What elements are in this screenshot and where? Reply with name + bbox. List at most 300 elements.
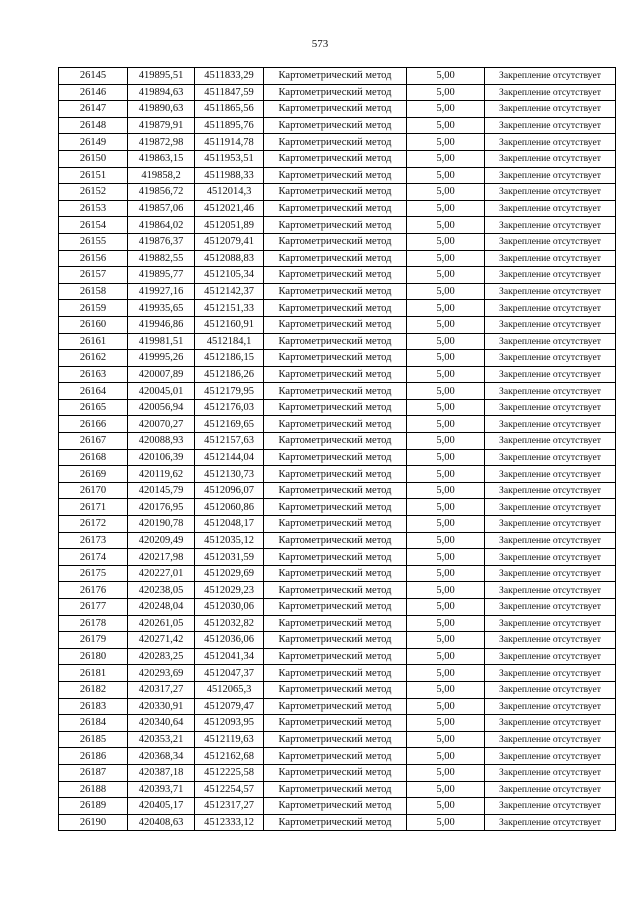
point-number-cell: 26147 <box>59 101 128 118</box>
page-number: 573 <box>311 38 329 50</box>
fixing-note-cell: Закрепление отсутствует <box>485 217 616 234</box>
x-coordinate-cell: 419890,63 <box>128 101 195 118</box>
fixing-note-cell: Закрепление отсутствует <box>485 267 616 284</box>
x-coordinate-cell: 420119,62 <box>128 466 195 483</box>
method-cell: Картометрический метод <box>264 532 407 549</box>
table-row <box>59 433 616 450</box>
x-coordinate-cell: 419856,72 <box>128 184 195 201</box>
point-number-cell: 26158 <box>59 283 128 300</box>
accuracy-cell: 5,00 <box>407 250 485 267</box>
accuracy-cell: 5,00 <box>407 433 485 450</box>
x-coordinate-cell: 420145,79 <box>128 482 195 499</box>
table-row <box>59 333 616 350</box>
accuracy-cell: 5,00 <box>407 416 485 433</box>
y-coordinate-cell: 4512169,65 <box>195 416 264 433</box>
point-number-cell: 26156 <box>59 250 128 267</box>
x-coordinate-cell: 419876,37 <box>128 233 195 250</box>
fixing-note-cell: Закрепление отсутствует <box>485 150 616 167</box>
method-cell: Картометрический метод <box>264 217 407 234</box>
accuracy-cell: 5,00 <box>407 814 485 831</box>
y-coordinate-cell: 4511847,59 <box>195 84 264 101</box>
x-coordinate-cell: 420261,05 <box>128 615 195 632</box>
method-cell: Картометрический метод <box>264 433 407 450</box>
point-number-cell: 26187 <box>59 764 128 781</box>
table-row <box>59 565 616 582</box>
table-row <box>59 283 616 300</box>
fixing-note-cell: Закрепление отсутствует <box>485 399 616 416</box>
y-coordinate-cell: 4512035,12 <box>195 532 264 549</box>
fixing-note-cell: Закрепление отсутствует <box>485 582 616 599</box>
x-coordinate-cell: 420045,01 <box>128 383 195 400</box>
point-number-cell: 26179 <box>59 632 128 649</box>
table-row <box>59 748 616 765</box>
y-coordinate-cell: 4512079,41 <box>195 233 264 250</box>
x-coordinate-cell: 419863,15 <box>128 150 195 167</box>
method-cell: Картометрический метод <box>264 134 407 151</box>
x-coordinate-cell: 419995,26 <box>128 350 195 367</box>
table-row <box>59 764 616 781</box>
fixing-note-cell: Закрепление отсутствует <box>485 233 616 250</box>
method-cell: Картометрический метод <box>264 267 407 284</box>
method-cell: Картометрический метод <box>264 582 407 599</box>
method-cell: Картометрический метод <box>264 233 407 250</box>
accuracy-cell: 5,00 <box>407 350 485 367</box>
accuracy-cell: 5,00 <box>407 632 485 649</box>
accuracy-cell: 5,00 <box>407 781 485 798</box>
method-cell: Картометрический метод <box>264 150 407 167</box>
table-row <box>59 731 616 748</box>
table-row <box>59 715 616 732</box>
point-number-cell: 26183 <box>59 698 128 715</box>
method-cell: Картометрический метод <box>264 449 407 466</box>
method-cell: Картометрический метод <box>264 333 407 350</box>
table-row <box>59 648 616 665</box>
x-coordinate-cell: 420088,93 <box>128 433 195 450</box>
x-coordinate-cell: 420330,91 <box>128 698 195 715</box>
table-row <box>59 532 616 549</box>
point-number-cell: 26155 <box>59 233 128 250</box>
method-cell: Картометрический метод <box>264 665 407 682</box>
accuracy-cell: 5,00 <box>407 117 485 134</box>
table-row <box>59 399 616 416</box>
point-number-cell: 26162 <box>59 350 128 367</box>
fixing-note-cell: Закрепление отсутствует <box>485 416 616 433</box>
accuracy-cell: 5,00 <box>407 84 485 101</box>
fixing-note-cell: Закрепление отсутствует <box>485 532 616 549</box>
fixing-note-cell: Закрепление отсутствует <box>485 300 616 317</box>
x-coordinate-cell: 420007,89 <box>128 366 195 383</box>
fixing-note-cell: Закрепление отсутствует <box>485 715 616 732</box>
accuracy-cell: 5,00 <box>407 167 485 184</box>
y-coordinate-cell: 4512144,04 <box>195 449 264 466</box>
y-coordinate-cell: 4512051,89 <box>195 217 264 234</box>
accuracy-cell: 5,00 <box>407 449 485 466</box>
accuracy-cell: 5,00 <box>407 466 485 483</box>
x-coordinate-cell: 420405,17 <box>128 798 195 815</box>
accuracy-cell: 5,00 <box>407 233 485 250</box>
fixing-note-cell: Закрепление отсутствует <box>485 350 616 367</box>
fixing-note-cell: Закрепление отсутствует <box>485 698 616 715</box>
point-number-cell: 26170 <box>59 482 128 499</box>
y-coordinate-cell: 4512119,63 <box>195 731 264 748</box>
table-row <box>59 101 616 118</box>
fixing-note-cell: Закрепление отсутствует <box>485 383 616 400</box>
method-cell: Картометрический метод <box>264 549 407 566</box>
method-cell: Картометрический метод <box>264 316 407 333</box>
accuracy-cell: 5,00 <box>407 217 485 234</box>
x-coordinate-cell: 419858,2 <box>128 167 195 184</box>
point-number-cell: 26175 <box>59 565 128 582</box>
accuracy-cell: 5,00 <box>407 316 485 333</box>
table-row <box>59 383 616 400</box>
x-coordinate-cell: 420387,18 <box>128 764 195 781</box>
x-coordinate-cell: 420353,21 <box>128 731 195 748</box>
y-coordinate-cell: 4512060,86 <box>195 499 264 516</box>
fixing-note-cell: Закрепление отсутствует <box>485 117 616 134</box>
table-row <box>59 632 616 649</box>
method-cell: Картометрический метод <box>264 117 407 134</box>
y-coordinate-cell: 4512021,46 <box>195 200 264 217</box>
fixing-note-cell: Закрепление отсутствует <box>485 798 616 815</box>
y-coordinate-cell: 4512151,33 <box>195 300 264 317</box>
method-cell: Картометрический метод <box>264 466 407 483</box>
accuracy-cell: 5,00 <box>407 615 485 632</box>
x-coordinate-cell: 419857,06 <box>128 200 195 217</box>
method-cell: Картометрический метод <box>264 399 407 416</box>
y-coordinate-cell: 4512014,3 <box>195 184 264 201</box>
table-row <box>59 599 616 616</box>
accuracy-cell: 5,00 <box>407 399 485 416</box>
point-number-cell: 26148 <box>59 117 128 134</box>
y-coordinate-cell: 4511865,56 <box>195 101 264 118</box>
accuracy-cell: 5,00 <box>407 798 485 815</box>
y-coordinate-cell: 4512047,37 <box>195 665 264 682</box>
x-coordinate-cell: 419927,16 <box>128 283 195 300</box>
fixing-note-cell: Закрепление отсутствует <box>485 482 616 499</box>
method-cell: Картометрический метод <box>264 184 407 201</box>
fixing-note-cell: Закрепление отсутствует <box>485 599 616 616</box>
point-number-cell: 26151 <box>59 167 128 184</box>
point-number-cell: 26178 <box>59 615 128 632</box>
y-coordinate-cell: 4512079,47 <box>195 698 264 715</box>
fixing-note-cell: Закрепление отсутствует <box>485 648 616 665</box>
point-number-cell: 26161 <box>59 333 128 350</box>
x-coordinate-cell: 419882,55 <box>128 250 195 267</box>
x-coordinate-cell: 420368,34 <box>128 748 195 765</box>
x-coordinate-cell: 420248,04 <box>128 599 195 616</box>
y-coordinate-cell: 4512186,15 <box>195 350 264 367</box>
point-number-cell: 26165 <box>59 399 128 416</box>
point-number-cell: 26166 <box>59 416 128 433</box>
y-coordinate-cell: 4512032,82 <box>195 615 264 632</box>
y-coordinate-cell: 4512179,95 <box>195 383 264 400</box>
fixing-note-cell: Закрепление отсутствует <box>485 134 616 151</box>
y-coordinate-cell: 4512254,57 <box>195 781 264 798</box>
table-row <box>59 184 616 201</box>
y-coordinate-cell: 4511895,76 <box>195 117 264 134</box>
point-number-cell: 26174 <box>59 549 128 566</box>
accuracy-cell: 5,00 <box>407 134 485 151</box>
method-cell: Картометрический метод <box>264 781 407 798</box>
y-coordinate-cell: 4512029,23 <box>195 582 264 599</box>
x-coordinate-cell: 419872,98 <box>128 134 195 151</box>
method-cell: Картометрический метод <box>264 681 407 698</box>
point-number-cell: 26145 <box>59 68 128 85</box>
method-cell: Картометрический метод <box>264 698 407 715</box>
method-cell: Картометрический метод <box>264 565 407 582</box>
y-coordinate-cell: 4511914,78 <box>195 134 264 151</box>
point-number-cell: 26188 <box>59 781 128 798</box>
y-coordinate-cell: 4512160,91 <box>195 316 264 333</box>
method-cell: Картометрический метод <box>264 615 407 632</box>
table-row <box>59 350 616 367</box>
x-coordinate-cell: 419935,65 <box>128 300 195 317</box>
y-coordinate-cell: 4512317,27 <box>195 798 264 815</box>
fixing-note-cell: Закрепление отсутствует <box>485 748 616 765</box>
fixing-note-cell: Закрепление отсутствует <box>485 433 616 450</box>
method-cell: Картометрический метод <box>264 416 407 433</box>
y-coordinate-cell: 4512157,63 <box>195 433 264 450</box>
fixing-note-cell: Закрепление отсутствует <box>485 615 616 632</box>
fixing-note-cell: Закрепление отсутствует <box>485 466 616 483</box>
accuracy-cell: 5,00 <box>407 267 485 284</box>
accuracy-cell: 5,00 <box>407 101 485 118</box>
point-number-cell: 26182 <box>59 681 128 698</box>
point-number-cell: 26167 <box>59 433 128 450</box>
y-coordinate-cell: 4512088,83 <box>195 250 264 267</box>
point-number-cell: 26153 <box>59 200 128 217</box>
accuracy-cell: 5,00 <box>407 283 485 300</box>
accuracy-cell: 5,00 <box>407 698 485 715</box>
point-number-cell: 26189 <box>59 798 128 815</box>
method-cell: Картометрический метод <box>264 499 407 516</box>
table-row <box>59 781 616 798</box>
point-number-cell: 26168 <box>59 449 128 466</box>
accuracy-cell: 5,00 <box>407 300 485 317</box>
point-number-cell: 26164 <box>59 383 128 400</box>
accuracy-cell: 5,00 <box>407 764 485 781</box>
table-row <box>59 150 616 167</box>
method-cell: Картометрический метод <box>264 350 407 367</box>
table-row <box>59 449 616 466</box>
point-number-cell: 26146 <box>59 84 128 101</box>
table-row <box>59 217 616 234</box>
accuracy-cell: 5,00 <box>407 383 485 400</box>
y-coordinate-cell: 4512048,17 <box>195 516 264 533</box>
x-coordinate-cell: 419894,63 <box>128 84 195 101</box>
x-coordinate-cell: 420317,27 <box>128 681 195 698</box>
accuracy-cell: 5,00 <box>407 482 485 499</box>
y-coordinate-cell: 4512142,37 <box>195 283 264 300</box>
table-row <box>59 68 616 85</box>
accuracy-cell: 5,00 <box>407 665 485 682</box>
fixing-note-cell: Закрепление отсутствует <box>485 814 616 831</box>
y-coordinate-cell: 4512041,34 <box>195 648 264 665</box>
table-row <box>59 167 616 184</box>
method-cell: Картометрический метод <box>264 383 407 400</box>
table-row <box>59 665 616 682</box>
method-cell: Картометрический метод <box>264 648 407 665</box>
y-coordinate-cell: 4512093,95 <box>195 715 264 732</box>
y-coordinate-cell: 4512029,69 <box>195 565 264 582</box>
y-coordinate-cell: 4512036,06 <box>195 632 264 649</box>
coordinates-table <box>58 67 616 831</box>
point-number-cell: 26160 <box>59 316 128 333</box>
table-row <box>59 250 616 267</box>
method-cell: Картометрический метод <box>264 764 407 781</box>
point-number-cell: 26184 <box>59 715 128 732</box>
y-coordinate-cell: 4512105,34 <box>195 267 264 284</box>
table-row <box>59 798 616 815</box>
y-coordinate-cell: 4512333,12 <box>195 814 264 831</box>
accuracy-cell: 5,00 <box>407 599 485 616</box>
x-coordinate-cell: 419895,77 <box>128 267 195 284</box>
x-coordinate-cell: 420209,49 <box>128 532 195 549</box>
table-row <box>59 416 616 433</box>
point-number-cell: 26186 <box>59 748 128 765</box>
method-cell: Картометрический метод <box>264 250 407 267</box>
fixing-note-cell: Закрепление отсутствует <box>485 333 616 350</box>
point-number-cell: 26157 <box>59 267 128 284</box>
x-coordinate-cell: 420393,71 <box>128 781 195 798</box>
method-cell: Картометрический метод <box>264 101 407 118</box>
y-coordinate-cell: 4512030,06 <box>195 599 264 616</box>
fixing-note-cell: Закрепление отсутствует <box>485 449 616 466</box>
point-number-cell: 26190 <box>59 814 128 831</box>
fixing-note-cell: Закрепление отсутствует <box>485 565 616 582</box>
table-row <box>59 200 616 217</box>
x-coordinate-cell: 420176,95 <box>128 499 195 516</box>
x-coordinate-cell: 420293,69 <box>128 665 195 682</box>
point-number-cell: 26152 <box>59 184 128 201</box>
table-row <box>59 466 616 483</box>
y-coordinate-cell: 4512176,03 <box>195 399 264 416</box>
accuracy-cell: 5,00 <box>407 499 485 516</box>
method-cell: Картометрический метод <box>264 200 407 217</box>
fixing-note-cell: Закрепление отсутствует <box>485 499 616 516</box>
fixing-note-cell: Закрепление отсутствует <box>485 184 616 201</box>
point-number-cell: 26149 <box>59 134 128 151</box>
point-number-cell: 26154 <box>59 217 128 234</box>
accuracy-cell: 5,00 <box>407 532 485 549</box>
table-row <box>59 300 616 317</box>
x-coordinate-cell: 420227,01 <box>128 565 195 582</box>
fixing-note-cell: Закрепление отсутствует <box>485 516 616 533</box>
fixing-note-cell: Закрепление отсутствует <box>485 764 616 781</box>
y-coordinate-cell: 4512031,59 <box>195 549 264 566</box>
table-row <box>59 814 616 831</box>
table-row <box>59 366 616 383</box>
accuracy-cell: 5,00 <box>407 681 485 698</box>
method-cell: Картометрический метод <box>264 731 407 748</box>
x-coordinate-cell: 419946,86 <box>128 316 195 333</box>
accuracy-cell: 5,00 <box>407 715 485 732</box>
accuracy-cell: 5,00 <box>407 516 485 533</box>
method-cell: Картометрический метод <box>264 814 407 831</box>
method-cell: Картометрический метод <box>264 68 407 85</box>
point-number-cell: 26181 <box>59 665 128 682</box>
point-number-cell: 26150 <box>59 150 128 167</box>
point-number-cell: 26171 <box>59 499 128 516</box>
x-coordinate-cell: 420190,78 <box>128 516 195 533</box>
point-number-cell: 26173 <box>59 532 128 549</box>
y-coordinate-cell: 4512184,1 <box>195 333 264 350</box>
point-number-cell: 26177 <box>59 599 128 616</box>
point-number-cell: 26159 <box>59 300 128 317</box>
fixing-note-cell: Закрепление отсутствует <box>485 366 616 383</box>
x-coordinate-cell: 420070,27 <box>128 416 195 433</box>
accuracy-cell: 5,00 <box>407 748 485 765</box>
point-number-cell: 26163 <box>59 366 128 383</box>
method-cell: Картометрический метод <box>264 632 407 649</box>
method-cell: Картометрический метод <box>264 599 407 616</box>
y-coordinate-cell: 4511833,29 <box>195 68 264 85</box>
accuracy-cell: 5,00 <box>407 68 485 85</box>
table-row <box>59 698 616 715</box>
fixing-note-cell: Закрепление отсутствует <box>485 632 616 649</box>
fixing-note-cell: Закрепление отсутствует <box>485 665 616 682</box>
accuracy-cell: 5,00 <box>407 549 485 566</box>
method-cell: Картометрический метод <box>264 283 407 300</box>
x-coordinate-cell: 420408,63 <box>128 814 195 831</box>
method-cell: Картометрический метод <box>264 748 407 765</box>
accuracy-cell: 5,00 <box>407 648 485 665</box>
table-row <box>59 316 616 333</box>
fixing-note-cell: Закрепление отсутствует <box>485 681 616 698</box>
table-row <box>59 134 616 151</box>
method-cell: Картометрический метод <box>264 84 407 101</box>
fixing-note-cell: Закрепление отсутствует <box>485 781 616 798</box>
x-coordinate-cell: 420106,39 <box>128 449 195 466</box>
table-row <box>59 582 616 599</box>
y-coordinate-cell: 4512225,58 <box>195 764 264 781</box>
fixing-note-cell: Закрепление отсутствует <box>485 316 616 333</box>
accuracy-cell: 5,00 <box>407 184 485 201</box>
x-coordinate-cell: 420340,64 <box>128 715 195 732</box>
table-row <box>59 499 616 516</box>
accuracy-cell: 5,00 <box>407 366 485 383</box>
x-coordinate-cell: 420056,94 <box>128 399 195 416</box>
method-cell: Картометрический метод <box>264 482 407 499</box>
point-number-cell: 26172 <box>59 516 128 533</box>
y-coordinate-cell: 4512130,73 <box>195 466 264 483</box>
fixing-note-cell: Закрепление отсутствует <box>485 200 616 217</box>
fixing-note-cell: Закрепление отсутствует <box>485 731 616 748</box>
table-row <box>59 267 616 284</box>
y-coordinate-cell: 4511953,51 <box>195 150 264 167</box>
fixing-note-cell: Закрепление отсутствует <box>485 101 616 118</box>
method-cell: Картометрический метод <box>264 798 407 815</box>
fixing-note-cell: Закрепление отсутствует <box>485 68 616 85</box>
table-row <box>59 516 616 533</box>
method-cell: Картометрический метод <box>264 715 407 732</box>
coordinates-table-body <box>59 68 616 831</box>
x-coordinate-cell: 419864,02 <box>128 217 195 234</box>
y-coordinate-cell: 4512065,3 <box>195 681 264 698</box>
x-coordinate-cell: 419981,51 <box>128 333 195 350</box>
accuracy-cell: 5,00 <box>407 731 485 748</box>
method-cell: Картометрический метод <box>264 167 407 184</box>
point-number-cell: 26180 <box>59 648 128 665</box>
accuracy-cell: 5,00 <box>407 333 485 350</box>
accuracy-cell: 5,00 <box>407 200 485 217</box>
x-coordinate-cell: 420217,98 <box>128 549 195 566</box>
fixing-note-cell: Закрепление отсутствует <box>485 167 616 184</box>
table-row <box>59 549 616 566</box>
fixing-note-cell: Закрепление отсутствует <box>485 250 616 267</box>
table-row <box>59 482 616 499</box>
method-cell: Картометрический метод <box>264 516 407 533</box>
